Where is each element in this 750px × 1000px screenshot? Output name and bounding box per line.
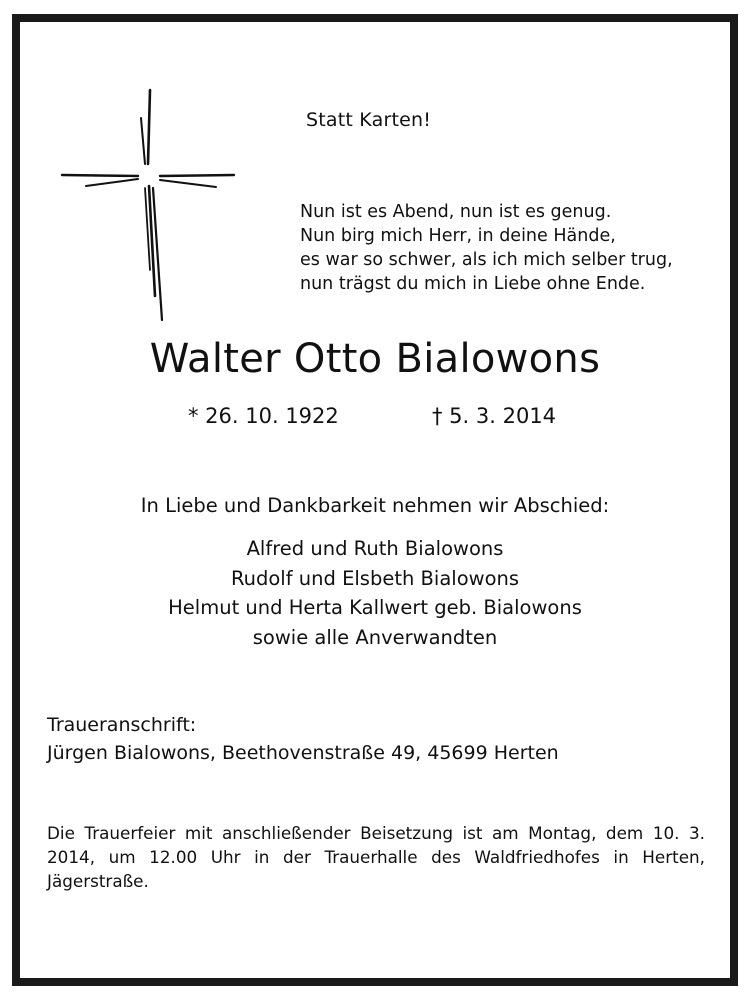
mourner-entry: Helmut und Herta Kallwert geb. Bialowons bbox=[168, 596, 582, 619]
poem-line: nun trägst du mich in Liebe ohne Ende. bbox=[300, 274, 646, 294]
farewell-intro: In Liebe und Dankbarkeit nehmen wir Abschied: bbox=[140, 494, 610, 517]
poem-verse bbox=[300, 200, 673, 296]
mourner-entry: sowie alle Anverwandten bbox=[252, 625, 498, 649]
cross-icon bbox=[56, 88, 246, 328]
mourning-address: Jürgen Bialowons, Beethovenstraße 49, 45699 Herten bbox=[47, 742, 559, 764]
poem-line: Nun birg mich Herr, in deine Hände, bbox=[300, 226, 616, 246]
statt-karten-heading: Statt Karten! bbox=[306, 109, 432, 131]
poem-line: Nun ist es Abend, nun ist es genug. bbox=[300, 202, 612, 222]
death-date: † 5. 3. 2014 bbox=[432, 404, 557, 428]
birth-date: * 26. 10. 1922 bbox=[188, 404, 339, 428]
deceased-name: Walter Otto Bialowons bbox=[149, 336, 601, 382]
funeral-details: Die Trauerfeier mit anschließender Beisetzung ist am Montag, dem 10. 3. 2014, um 12.00 Uhr in der Trauerhalle des Waldfriedhofes in Herten, Jägerstraße. bbox=[47, 823, 705, 891]
address-label: Traueranschrift: bbox=[47, 714, 197, 736]
poem-line: es war so schwer, als ich mich selber trug, bbox=[300, 250, 673, 270]
mourners-list bbox=[0, 534, 750, 652]
mourner-entry: Rudolf und Elsbeth Bialowons bbox=[230, 566, 520, 590]
mourner-entry: Alfred und Ruth Bialowons bbox=[246, 537, 504, 560]
